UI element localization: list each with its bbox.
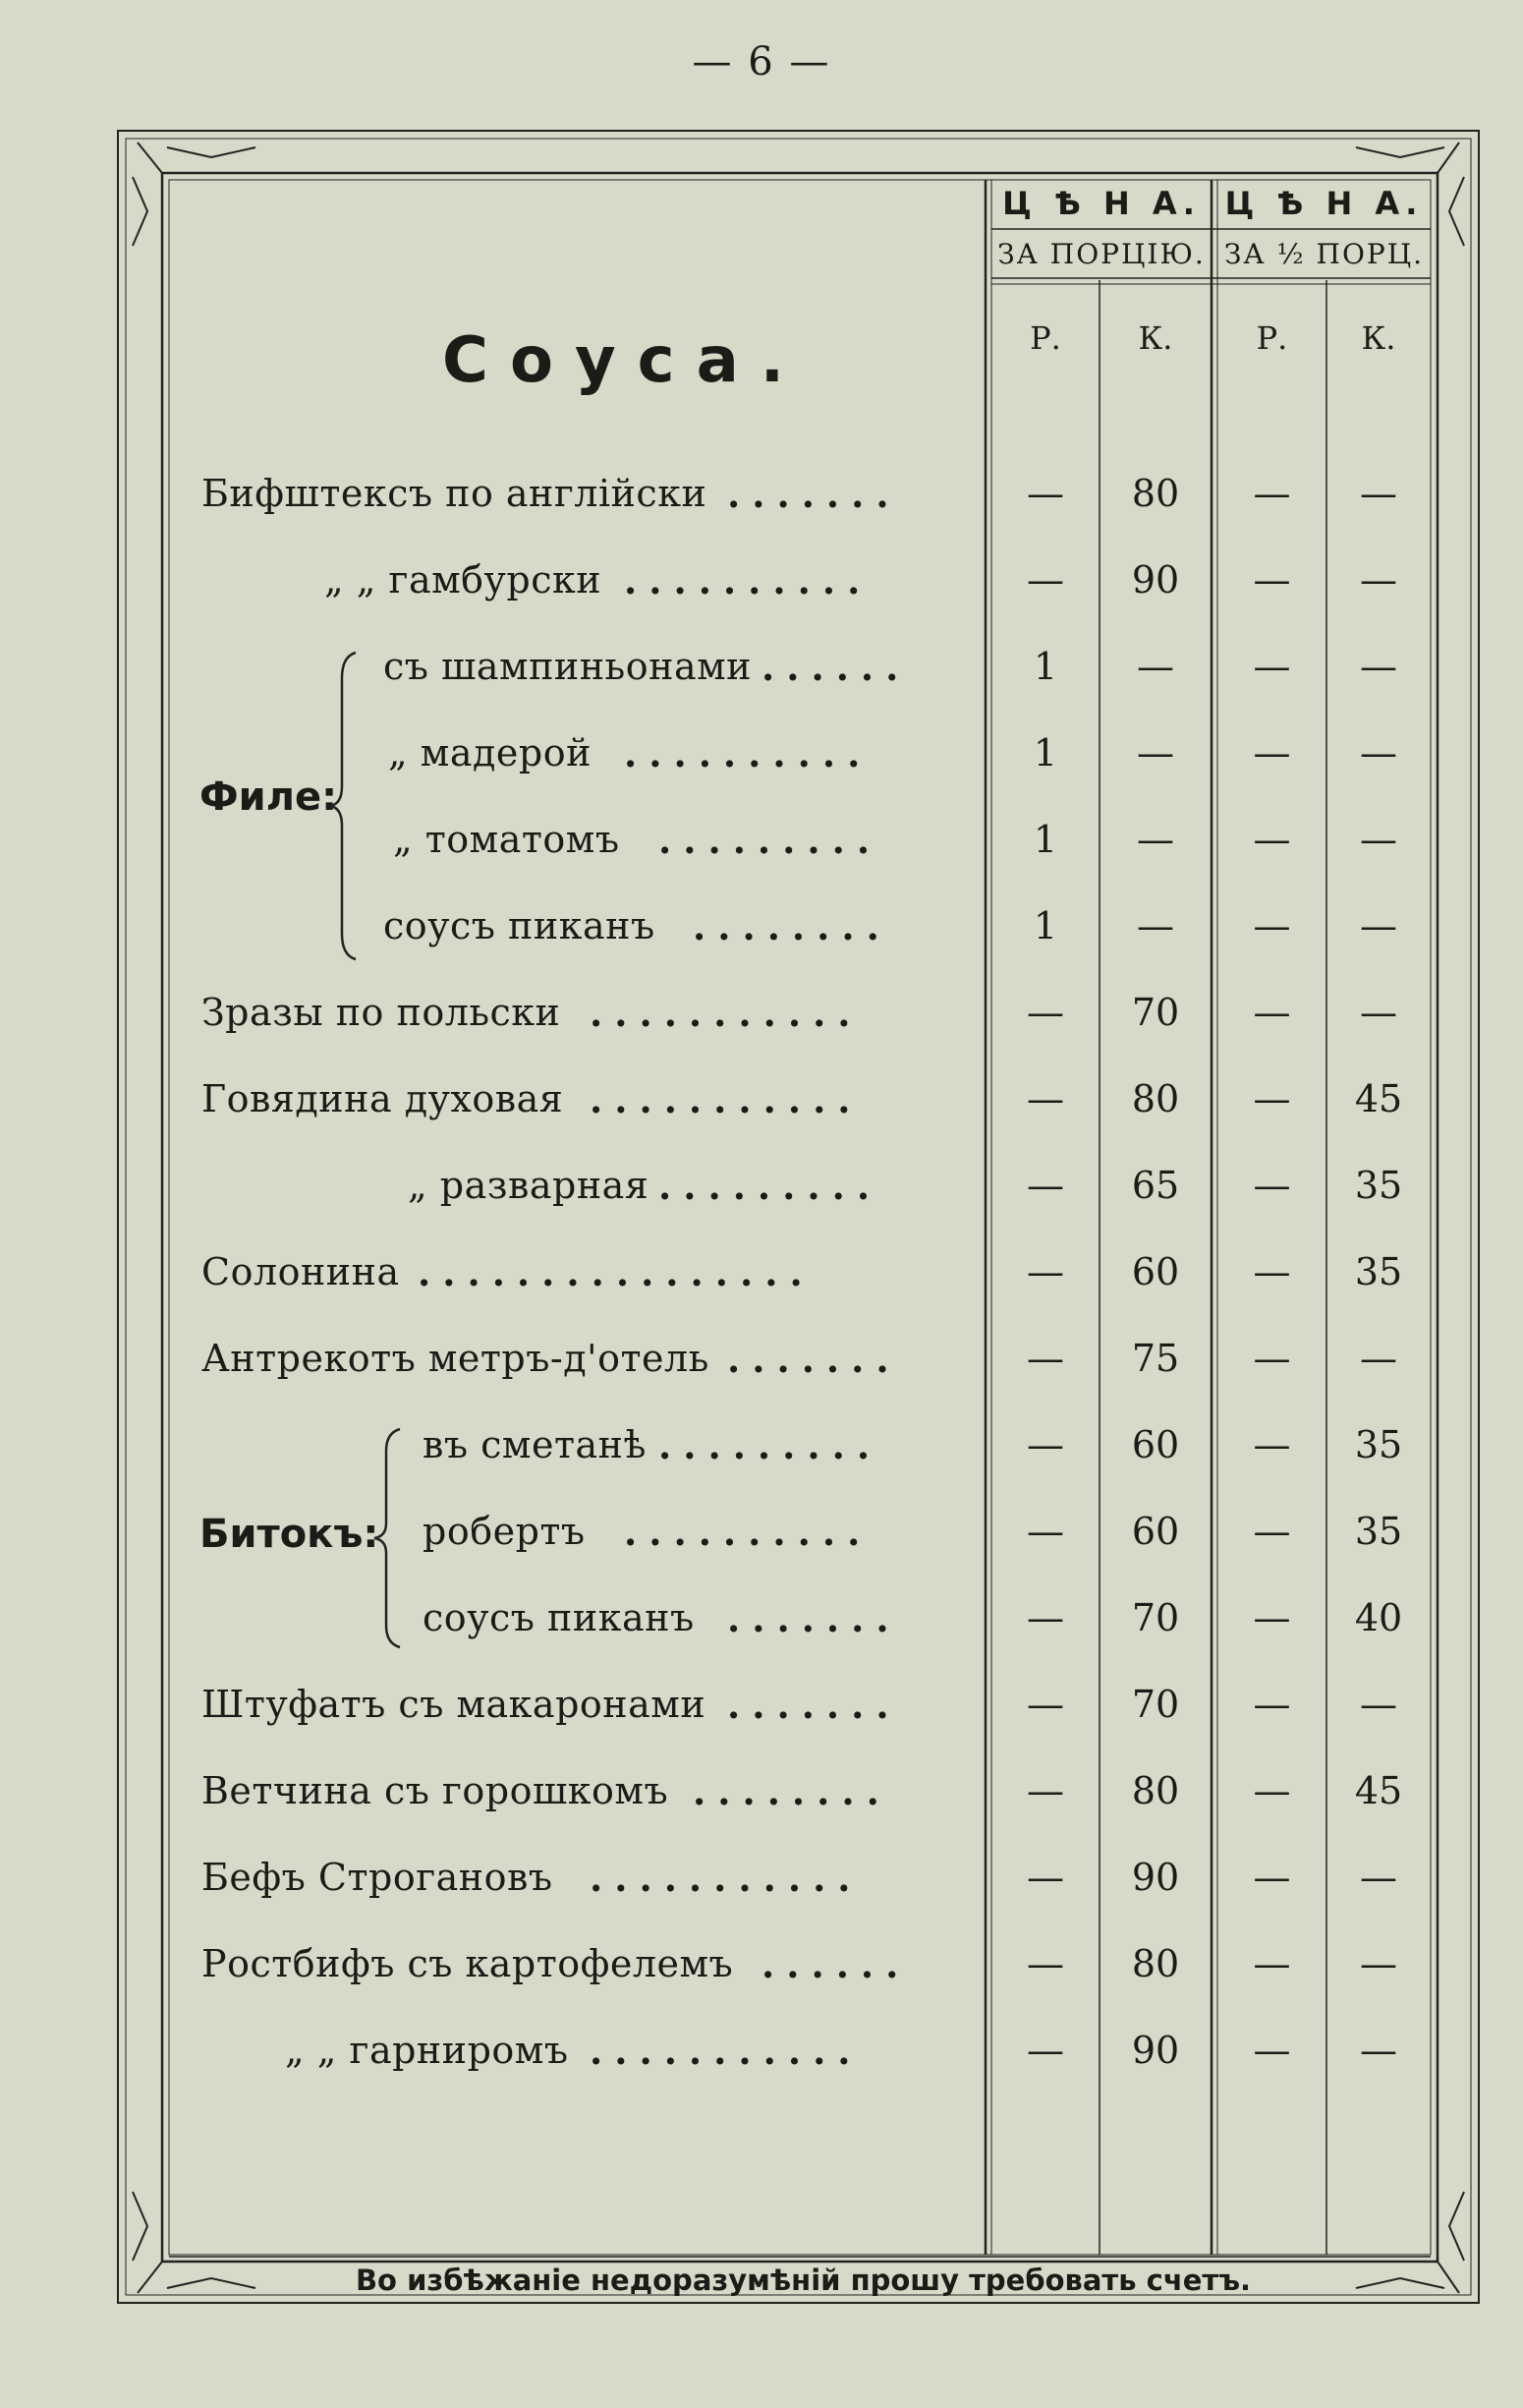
price-half-kop: — xyxy=(1360,558,1397,602)
price-half-kop: 35 xyxy=(1354,1510,1403,1553)
price-portion-kop: — xyxy=(1137,645,1174,688)
price-half-kop: — xyxy=(1360,1856,1397,1899)
leader-dots: ......... xyxy=(658,818,882,862)
menu-item-name: Штуфатъ съ макаронами xyxy=(201,1683,706,1726)
price-half-kop: — xyxy=(1360,731,1397,774)
price-header-portion: Ц Ѣ Н А. xyxy=(1002,185,1201,222)
price-half-rub: — xyxy=(1253,1769,1291,1812)
group-label-file: Филе: xyxy=(199,774,338,820)
price-portion-rub: 1 xyxy=(1033,645,1058,688)
price-portion-rub: — xyxy=(1027,1164,1064,1207)
price-portion-rub: — xyxy=(1027,1596,1064,1639)
price-portion-rub: 1 xyxy=(1033,904,1058,947)
price-half-rub: — xyxy=(1253,1164,1291,1207)
price-portion-rub: 1 xyxy=(1033,731,1058,774)
menu-item-name: съ шампиньонами xyxy=(383,645,752,688)
price-portion-kop: — xyxy=(1137,731,1174,774)
price-half-rub: — xyxy=(1253,1596,1291,1639)
price-half-rub: — xyxy=(1253,1423,1291,1466)
price-half-kop: — xyxy=(1360,645,1397,688)
price-half-rub: — xyxy=(1253,1683,1291,1726)
price-half-kop: 45 xyxy=(1354,1769,1403,1812)
page-number: — 6 — xyxy=(692,39,831,85)
price-half-kop: 35 xyxy=(1354,1250,1403,1293)
menu-item-name: соусъ пиканъ xyxy=(423,1596,695,1639)
price-portion-kop: 70 xyxy=(1131,991,1180,1034)
leader-dots: .......... xyxy=(624,731,873,775)
price-header-half: Ц Ѣ Н А. xyxy=(1224,185,1424,222)
menu-item-name: „ „ гарниромъ xyxy=(285,2029,569,2072)
price-half-rub: — xyxy=(1253,1250,1291,1293)
leader-dots: ........ xyxy=(693,1769,891,1813)
price-portion-kop: 70 xyxy=(1131,1683,1180,1726)
price-portion-kop: 70 xyxy=(1131,1596,1180,1639)
menu-item-name: „ томатомъ xyxy=(393,818,620,861)
menu-item-name: Солонина xyxy=(201,1250,400,1293)
price-portion-kop: 75 xyxy=(1131,1337,1180,1380)
price-portion-rub: — xyxy=(1027,1077,1064,1120)
leader-dots: ........ xyxy=(693,904,891,948)
price-half-kop: 35 xyxy=(1354,1164,1403,1207)
leader-dots: ....... xyxy=(727,1683,901,1727)
price-half-kop: — xyxy=(1360,1942,1397,1985)
leader-dots: ....... xyxy=(727,472,901,516)
leader-dots: ........... xyxy=(590,2029,863,2073)
price-portion-kop: — xyxy=(1137,818,1174,861)
footer-notice: Во избѣжаніе недоразумѣній прошу требовать счетъ. xyxy=(355,2264,1252,2297)
price-portion-kop: 90 xyxy=(1131,2029,1180,2072)
price-half-rub: — xyxy=(1253,558,1291,602)
price-half-kop: — xyxy=(1360,472,1397,515)
rub-header-2: Р. xyxy=(1256,319,1288,357)
price-half-kop: 45 xyxy=(1354,1077,1403,1120)
price-portion-kop: 80 xyxy=(1131,472,1180,515)
price-portion-rub: — xyxy=(1027,1683,1064,1726)
section-title: Соуса. xyxy=(442,324,807,397)
price-half-rub: — xyxy=(1253,2029,1291,2072)
price-half-rub: — xyxy=(1253,1942,1291,1985)
price-half-kop: — xyxy=(1360,991,1397,1034)
leader-dots: ....... xyxy=(727,1596,901,1640)
price-half-rub: — xyxy=(1253,818,1291,861)
leader-dots: ........... xyxy=(590,991,863,1035)
menu-item-name: въ сметанѣ xyxy=(423,1423,647,1466)
leader-dots: .......... xyxy=(624,1510,873,1554)
leader-dots: ......... xyxy=(658,1423,882,1467)
price-half-kop: 35 xyxy=(1354,1423,1403,1466)
menu-item-name: Зразы по польски xyxy=(201,991,561,1034)
menu-item-name: Бифштексъ по англійски xyxy=(201,472,707,515)
price-half-kop: — xyxy=(1360,1337,1397,1380)
leader-dots: ....... xyxy=(727,1337,901,1381)
brace-file xyxy=(324,649,364,963)
menu-item-name: Бефъ Строгановъ xyxy=(201,1856,553,1899)
group-label-bitok: Битокъ: xyxy=(199,1512,379,1557)
menu-item-name: Ростбифъ съ картофелемъ xyxy=(201,1942,734,1985)
price-half-rub: — xyxy=(1253,731,1291,774)
price-half-kop: — xyxy=(1360,818,1397,861)
menu-item-name: „ разварная xyxy=(408,1164,649,1207)
price-portion-rub: 1 xyxy=(1033,818,1058,861)
price-portion-rub: — xyxy=(1027,1250,1064,1293)
leader-dots: ...... xyxy=(762,645,911,689)
price-portion-rub: — xyxy=(1027,1423,1064,1466)
price-half-rub: — xyxy=(1253,1510,1291,1553)
price-half-rub: — xyxy=(1253,1856,1291,1899)
price-portion-kop: 90 xyxy=(1131,558,1180,602)
price-portion-rub: — xyxy=(1027,1510,1064,1553)
price-half-kop: — xyxy=(1360,2029,1397,2072)
menu-item-name: робертъ xyxy=(423,1510,586,1553)
price-portion-kop: 80 xyxy=(1131,1077,1180,1120)
price-portion-rub: — xyxy=(1027,2029,1064,2072)
price-subheader-half: ЗА ½ ПОРЦ. xyxy=(1223,238,1425,270)
menu-item-name: Антрекотъ метръ-д'отель xyxy=(201,1337,709,1380)
price-half-kop: 40 xyxy=(1354,1596,1403,1639)
price-portion-rub: — xyxy=(1027,991,1064,1034)
price-portion-kop: — xyxy=(1137,904,1174,947)
leader-dots: ......... xyxy=(658,1164,882,1208)
kop-header-2: К. xyxy=(1361,319,1396,357)
price-half-rub: — xyxy=(1253,472,1291,515)
price-half-rub: — xyxy=(1253,991,1291,1034)
price-half-kop: — xyxy=(1360,904,1397,947)
menu-item-name: соусъ пиканъ xyxy=(383,904,655,947)
price-portion-rub: — xyxy=(1027,558,1064,602)
price-half-kop: — xyxy=(1360,1683,1397,1726)
rub-header-1: Р. xyxy=(1030,319,1061,357)
leader-dots: .......... xyxy=(624,558,873,602)
price-portion-kop: 60 xyxy=(1131,1510,1180,1553)
price-portion-kop: 65 xyxy=(1131,1164,1180,1207)
price-portion-rub: — xyxy=(1027,1769,1064,1812)
leader-dots: ................ xyxy=(418,1250,815,1294)
price-portion-rub: — xyxy=(1027,1337,1064,1380)
kop-header-1: К. xyxy=(1138,319,1173,357)
price-portion-kop: 60 xyxy=(1131,1423,1180,1466)
price-portion-rub: — xyxy=(1027,472,1064,515)
price-portion-kop: 80 xyxy=(1131,1769,1180,1812)
price-half-rub: — xyxy=(1253,1337,1291,1380)
price-half-rub: — xyxy=(1253,645,1291,688)
leader-dots: ........... xyxy=(590,1856,863,1900)
leader-dots: ...... xyxy=(762,1942,911,1986)
brace-bitok xyxy=(368,1425,408,1651)
price-portion-kop: 80 xyxy=(1131,1942,1180,1985)
leader-dots: ........... xyxy=(590,1077,863,1121)
menu-item-name: Ветчина съ горошкомъ xyxy=(201,1769,669,1812)
menu-item-name: „ мадерой xyxy=(388,731,592,774)
price-portion-rub: — xyxy=(1027,1942,1064,1985)
price-half-rub: — xyxy=(1253,904,1291,947)
menu-item-name: Говядина духовая xyxy=(201,1077,564,1120)
menu-item-name: „ „ гамбурски xyxy=(324,558,602,602)
price-portion-kop: 60 xyxy=(1131,1250,1180,1293)
price-subheader-portion: ЗА ПОРЦІЮ. xyxy=(997,238,1206,270)
price-portion-rub: — xyxy=(1027,1856,1064,1899)
price-portion-kop: 90 xyxy=(1131,1856,1180,1899)
price-half-rub: — xyxy=(1253,1077,1291,1120)
